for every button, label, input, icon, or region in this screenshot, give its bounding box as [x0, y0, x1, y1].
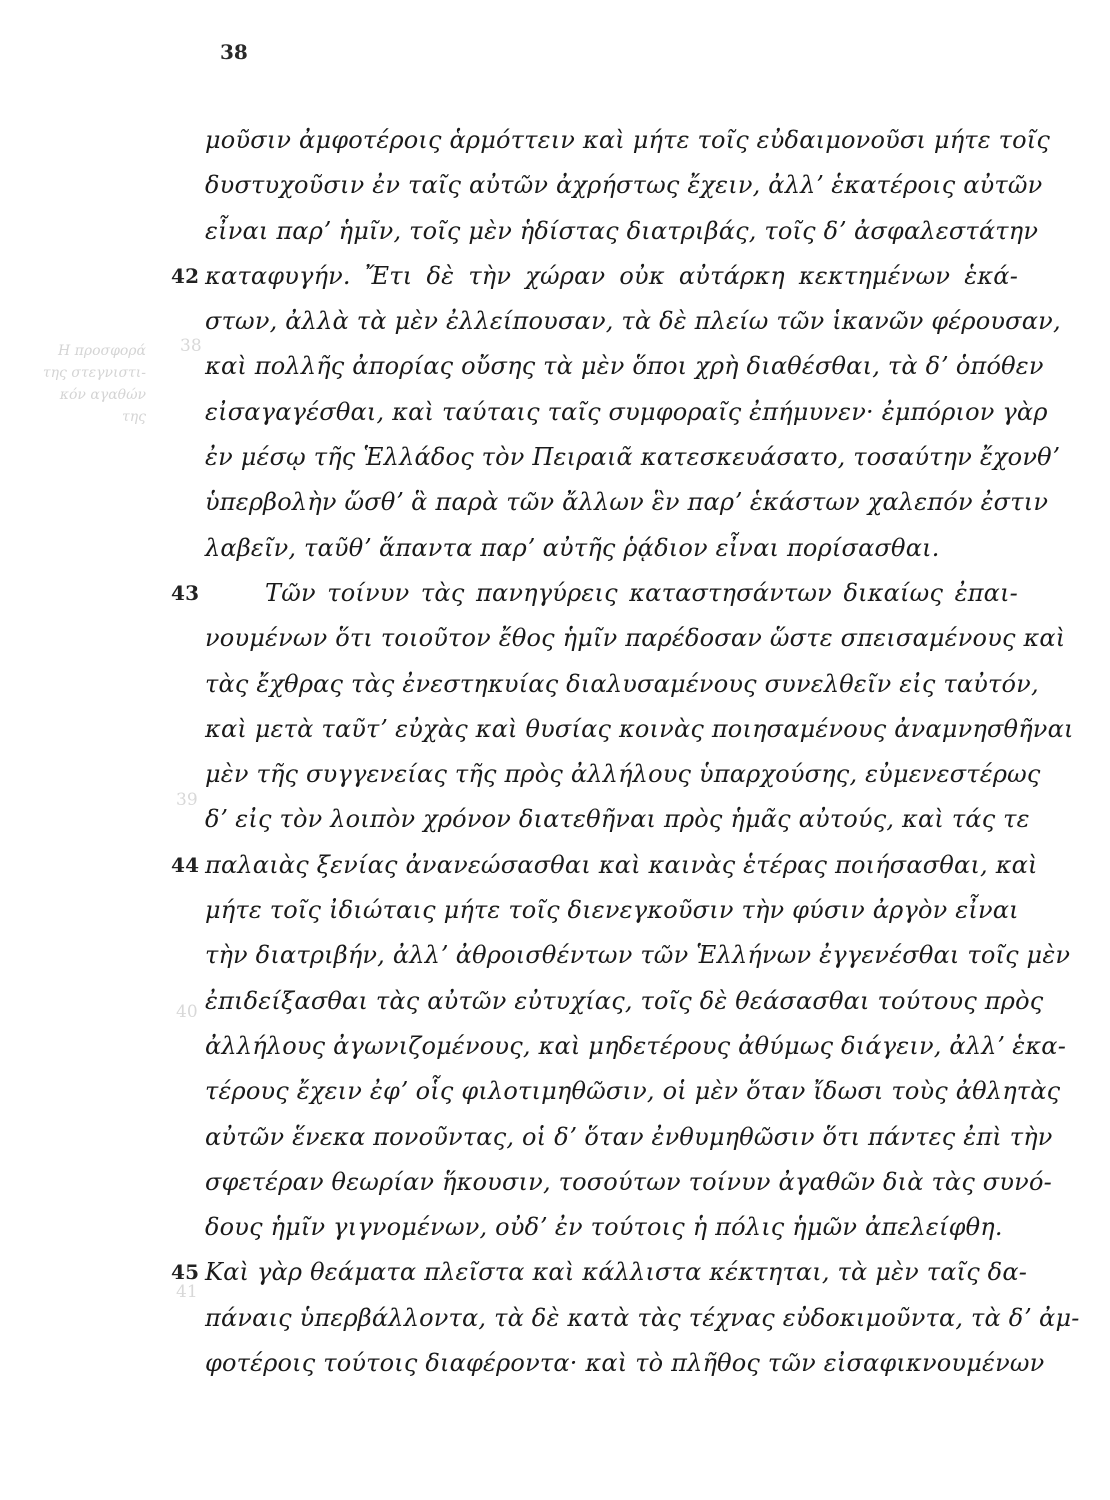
text-line: [205, 979, 1044, 1024]
text-line: [205, 888, 1018, 933]
line-text: δυστυχοῦσιν ἐν ταῖς αὐτῶν ἀχρήστως ἔχειν, ἀλλʼ ἑκατέροις αὐτῶν: [205, 171, 1043, 200]
text-line: [205, 752, 1041, 797]
text-line: [205, 299, 1061, 344]
page-number: 38: [220, 40, 248, 64]
line-text: πάναις ὑπερβάλλοντα, τὰ δὲ κατὰ τὰς τέχνας εὐδοκιμοῦντα, τὰ δʼ ἀμ-: [205, 1303, 1080, 1332]
text-line: [171, 254, 1018, 299]
line-text: καὶ πολλῆς ἀπορίας οὔσης τὰ μὲν ὅποι χρὴ διαθέσθαι, τὰ δʼ ὁπόθεν: [205, 352, 1044, 381]
bleed-through-margin-note: [18, 340, 146, 428]
line-text: εἰσαγαγέσθαι, καὶ ταύταις ταῖς συμφοραῖς ἐπήμυνεν· ἐμπόριον γὰρ: [205, 397, 1048, 426]
text-line: [171, 843, 1038, 888]
bleed-note-line: της στεγνιστι-: [42, 365, 146, 381]
text-line: [205, 1069, 1061, 1114]
bleed-note-line: της: [122, 409, 146, 425]
line-text: αὐτῶν ἕνεκα πονοῦντας, οἱ δʼ ὅταν ἐνθυμηθῶσιν ὅτι πάντες ἐπὶ τὴν: [205, 1122, 1053, 1151]
bleed-note-line: Η προσφορά: [58, 343, 146, 359]
line-text: τέρους ἔχειν ἐφʼ οἷς φιλοτιμηθῶσιν, οἱ μὲν ὅταν ἴδωσι τοὺς ἀθλητὰς: [205, 1077, 1061, 1106]
line-text: νουμένων ὅτι τοιοῦτον ἔθος ἡμῖν παρέδοσαν ὥστε σπεισαμένους καὶ: [205, 624, 1066, 653]
line-text: ἀλλήλους ἀγωνιζομένους, καὶ μηδετέρους ἀθύμως διάγειν, ἀλλʼ ἑκα-: [205, 1031, 1067, 1060]
text-line: [205, 163, 1043, 208]
line-text: παλαιὰς ξενίας ἀνανεώσασθαι καὶ καινὰς ἑτέρας ποιήσασθαι, καὶ: [205, 850, 1038, 879]
line-text: τὰς ἔχθρας τὰς ἐνεστηκυίας διαλυσαμένους συνελθεῖν εἰς ταὐτόν,: [205, 669, 1039, 698]
line-text: καὶ μετὰ ταῦτʼ εὐχὰς καὶ θυσίας κοινὰς ποιησαμένους ἀναμνησθῆναι: [205, 714, 1074, 743]
line-text: ἐπιδείξασθαι τὰς αὐτῶν εὐτυχίας, τοῖς δὲ θεάσασθαι τούτους πρὸς: [205, 986, 1044, 1015]
text-line: [205, 209, 1039, 254]
line-text: εἶναι παρʼ ἡμῖν, τοῖς μὲν ἡδίστας διατριβάς, τοῖς δʼ ἀσφαλεστάτην: [205, 216, 1039, 245]
text-line: [205, 435, 1060, 480]
text-line: [205, 616, 1066, 661]
line-text: στων, ἀλλὰ τὰ μὲν ἐλλείπουσαν, τὰ δὲ πλείω τῶν ἱκανῶν φέρουσαν,: [205, 307, 1061, 336]
section-number: 45: [171, 1260, 200, 1285]
line-text: σφετέραν θεωρίαν ἥκουσιν, τοσούτων τοίνυν ἀγαθῶν διὰ τὰς συνό-: [205, 1167, 1052, 1196]
text-line: [205, 1024, 1067, 1069]
section-number: 43: [171, 580, 200, 605]
text-line: [205, 344, 1044, 389]
text-line: [205, 707, 1074, 752]
text-line: [205, 480, 1049, 525]
bleed-note-line: κόν αγαθών: [59, 387, 146, 403]
line-text: μήτε τοῖς ἰδιώταις μήτε τοῖς διενεγκοῦσιν τὴν φύσιν ἀργὸν εἶναι: [205, 896, 1019, 925]
text-line: [171, 571, 1018, 616]
section-number: 44: [171, 852, 200, 877]
line-text: μὲν τῆς συγγενείας τῆς πρὸς ἀλλήλους ὑπαρχούσης, εὐμενεστέρως: [205, 760, 1041, 789]
text-line: [205, 933, 1071, 978]
text-line: [205, 526, 1018, 571]
line-text: λαβεῖν, ταῦθʼ ἅπαντα παρʼ αὐτῆς ῥᾴδιον εἶναι πορίσασθαι.: [205, 533, 940, 562]
text-line: [205, 390, 1048, 435]
line-text: Καὶ γὰρ θεάματα πλεῖστα καὶ κάλλιστα κέκτηται, τὰ μὲν ταῖς δα-: [205, 1258, 1028, 1287]
text-line: [205, 1160, 1052, 1205]
bleed-margin-number: 38: [180, 336, 202, 356]
line-text: μοῦσιν ἀμφοτέροις ἁρμόττειν καὶ μήτε τοῖς εὐδαιμονοῦσι μήτε τοῖς: [205, 126, 1051, 154]
text-line: [205, 662, 1039, 707]
text-line: [205, 1296, 1080, 1341]
bleed-margin-number: 39: [176, 790, 198, 810]
line-text: Τῶν τοίνυν τὰς πανηγύρεις καταστησάντων δικαίως ἐπαι-: [265, 578, 1018, 607]
bleed-margin-number: 41: [176, 1282, 198, 1302]
line-text: δους ἡμῖν γιγνομένων, οὐδʼ ἐν τούτοις ἡ πόλις ἡμῶν ἀπελείφθη.: [205, 1213, 1003, 1242]
bleed-margin-number: 40: [176, 1002, 198, 1022]
text-line: [205, 1341, 1045, 1386]
text-line: [205, 1115, 1053, 1160]
line-text: φοτέροις τούτοις διαφέροντα· καὶ τὸ πλῆθος τῶν εἰσαφικνουμένων: [205, 1349, 1045, 1378]
text-line: [205, 118, 1051, 163]
section-number: 42: [171, 263, 200, 288]
text-line: [205, 1205, 1018, 1250]
line-text: καταφυγήν. Ἔτι δὲ τὴν χώραν οὐκ αὐτάρκη κεκτημένων ἑκά-: [205, 261, 1018, 290]
line-text: τὴν διατριβήν, ἀλλʼ ἀθροισθέντων τῶν Ἑλλήνων ἐγγενέσθαι τοῖς μὲν: [205, 941, 1071, 970]
text-line: [205, 797, 1030, 842]
line-text: δʼ εἰς τὸν λοιπὸν χρόνον διατεθῆναι πρὸς ἡμᾶς αὐτούς, καὶ τάς τε: [205, 805, 1030, 834]
line-text: ἐν μέσῳ τῆς Ἑλλάδος τὸν Πειραιᾶ κατεσκευάσατο, τοσαύτην ἔχονθʼ: [205, 443, 1060, 472]
line-text: ὑπερβολὴν ὥσθʼ ἃ παρὰ τῶν ἄλλων ἓν παρʼ ἑκάστων χαλεπόν ἐστιν: [205, 488, 1049, 517]
